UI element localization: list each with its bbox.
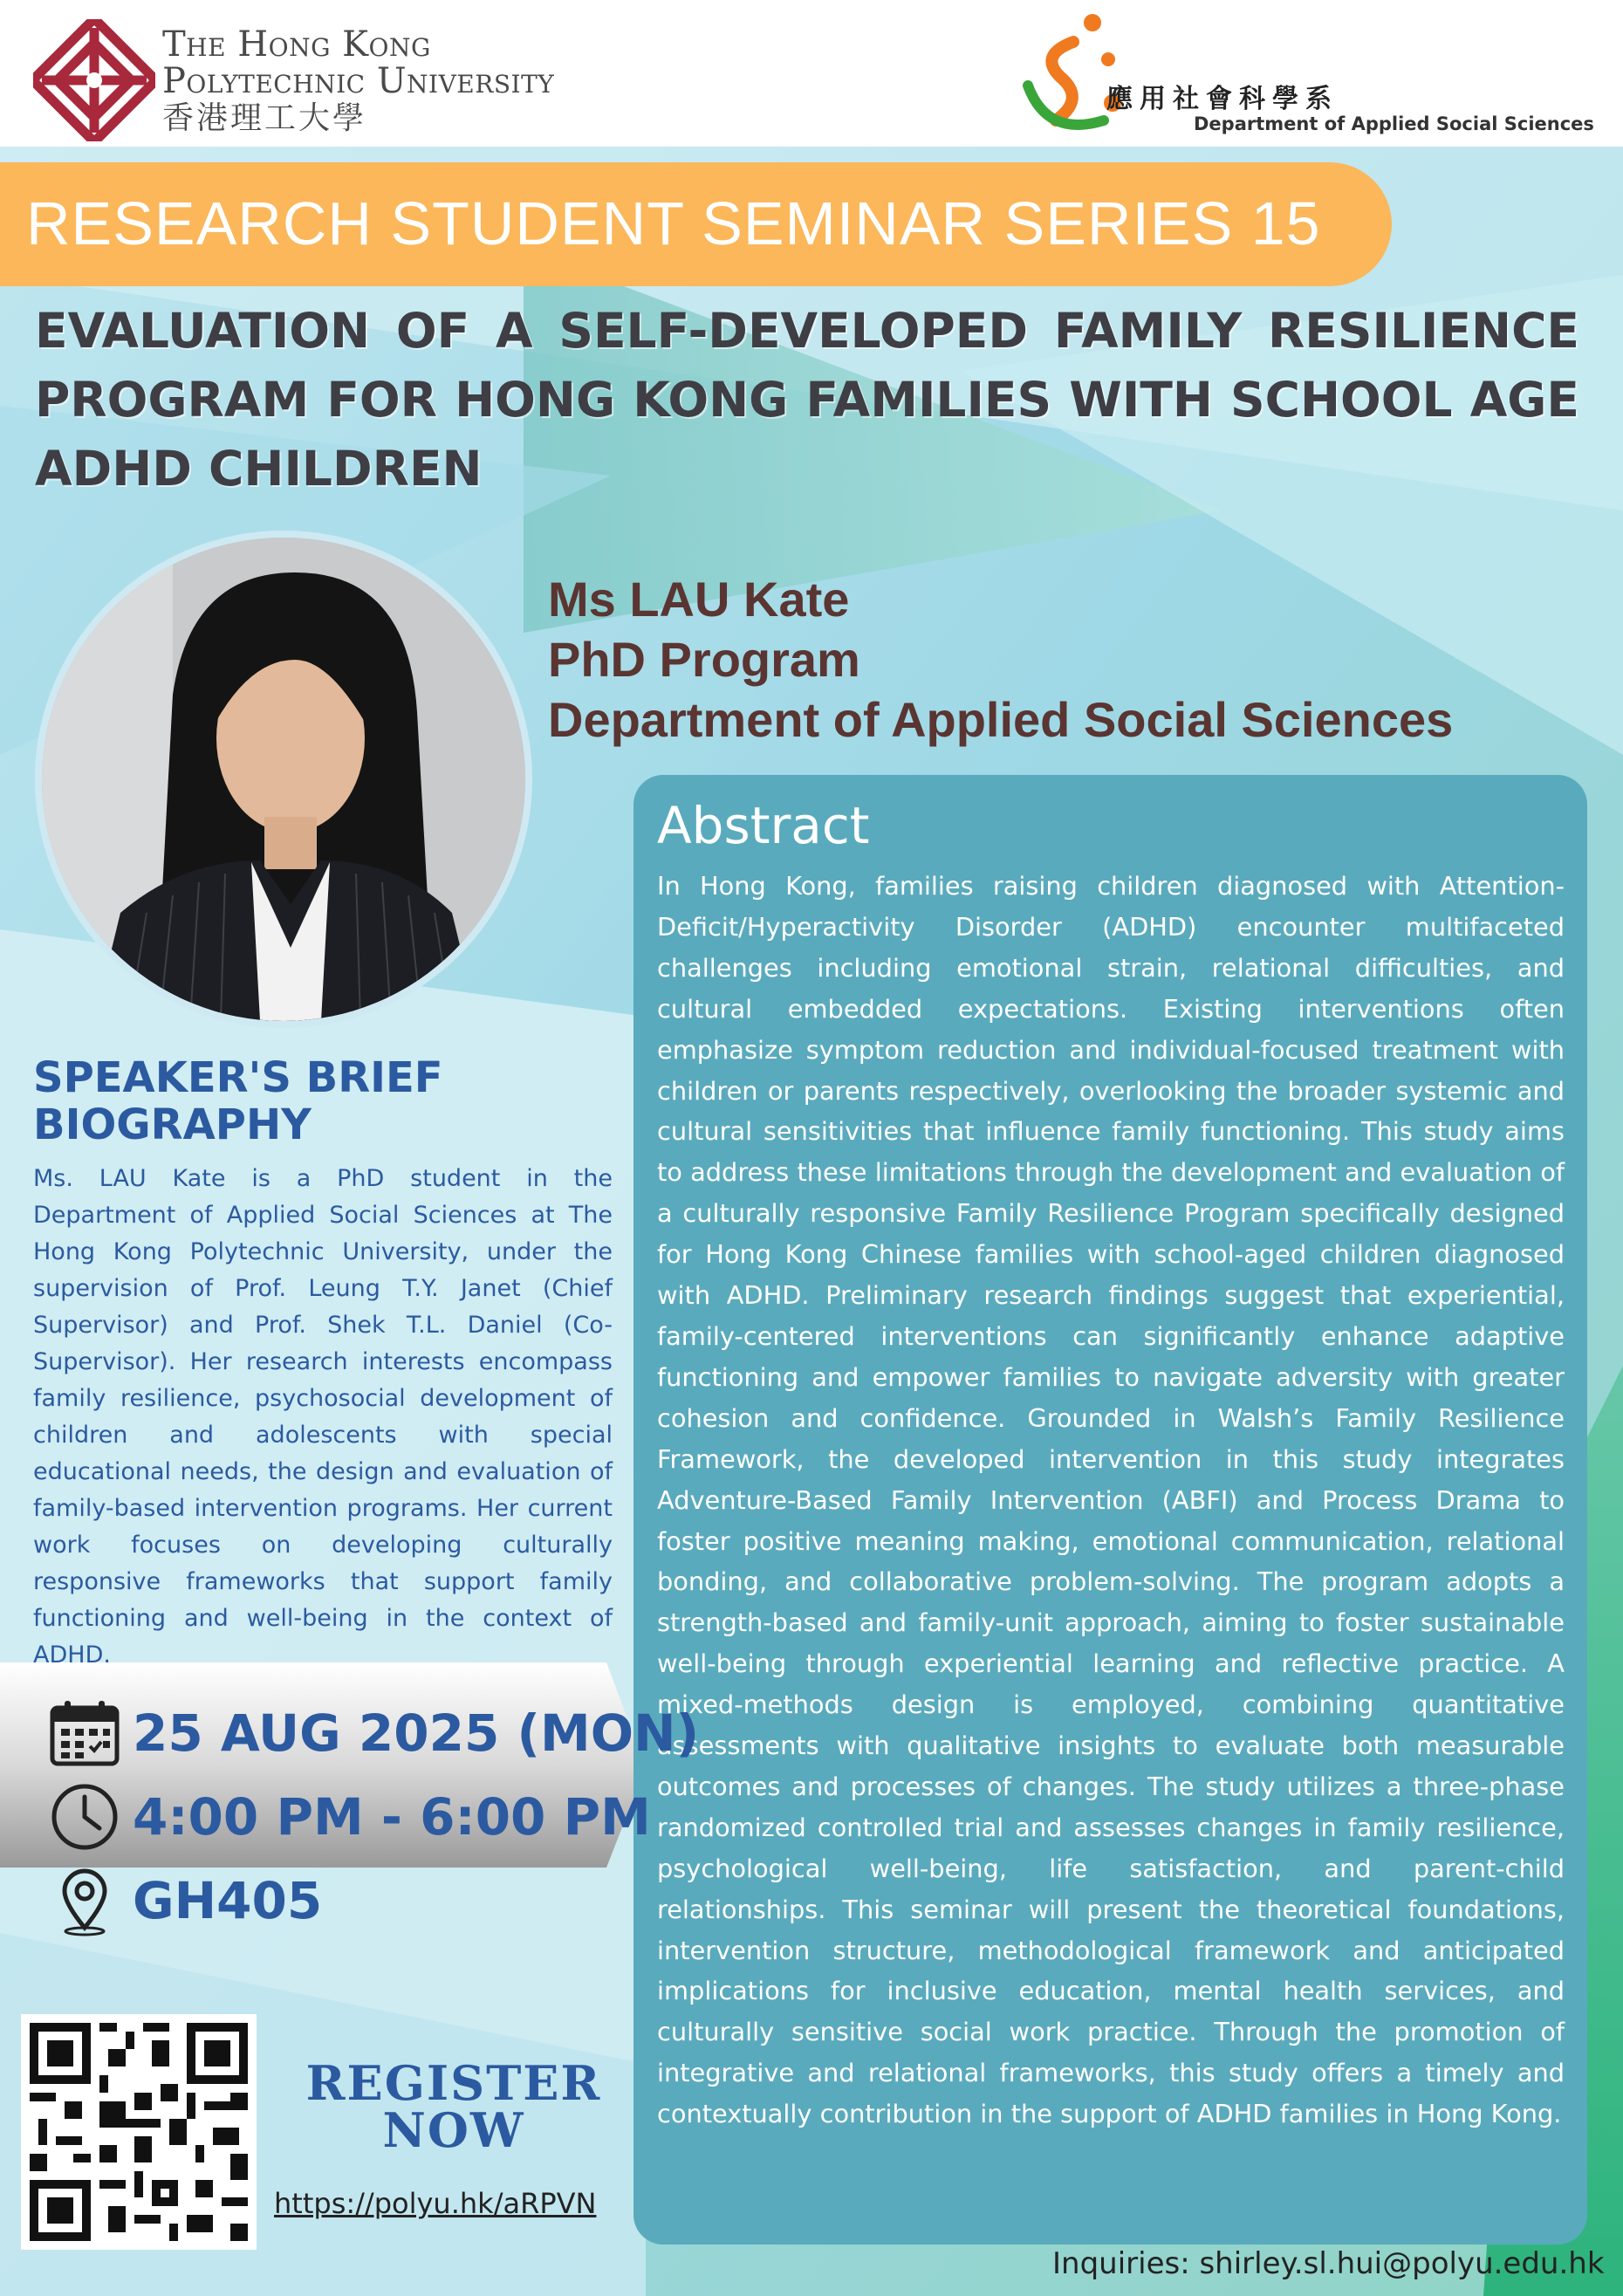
series-banner xyxy=(0,162,1392,286)
seminar-title: EVALUATION OF A SELF-DEVELOPED FAMILY RESILIENCE PROGRAM FOR HONG KONG FAMILIES WITH SCHOOL AGE ADHD CHILDREN xyxy=(35,303,1579,497)
event-time: 4:00 PM - 6:00 PM xyxy=(133,1787,651,1847)
registration-qr-code[interactable] xyxy=(21,2014,257,2250)
abstract-text: In Hong Kong, families raising children diagnosed with Attention-Deficit/Hyperactivity Disorder (ADHD) encounter multifaceted challenges including emotional strain, relational difficulties, and cultural embedded expectations. Existing interventions often emphasize symptom reduction and individual-focused treatment with children or parents respectively, overlooking the broader systemic and cultural sensitivities that influence family functioning. This study aims to address these limitations through the development and evaluation of a culturally responsive Family Resilience Program specifically designed for Hong Kong Chinese families with school-aged children diagnosed with ADHD. Preliminary research findings suggest that experiential, family-centered interventions can significantly enhance adaptive functioning and empower families to navigate adversity with greater cohesion and confidence. Grounded in Walsh’s Family Resilience Framework, the developed intervention in this study integrates Adventure-Based Family Intervention (ABFI) and Process Drama to foster positive meaning making, emotional communication, relational bonding, and collaborative problem-solving. The program adopts a strength-based and family-unit approach, aiming to foster sustainable well-being through experiential learning and reflective practice. A mixed-methods design is employed, combining quantitative assessments with qualitative insights to evaluate both measurable outcomes and processes of changes. The study utilizes a three-phase randomized controlled trial and assesses changes in family resilience, psychological well-being, life satisfaction, and parent-child relationships. This seminar will present the theoretical foundations, intervention structure, methodological framework and anticipated implications for inclusive education, mental health services, and culturally sensitive social work practice. Through the promotion of integrative and relational frameworks, this study offers a timely and contextually contribution in the support of ADHD families in Hong Kong. xyxy=(657,871,1565,2129)
department-name-en: Department of Applied Social Sciences xyxy=(1194,113,1594,134)
event-details xyxy=(0,1662,700,1972)
university-name-cn: 香港理工大學 xyxy=(162,100,367,136)
series-title: RESEARCH STUDENT SEMINAR SERIES 15 xyxy=(26,189,1321,257)
speaker-program: PhD Program xyxy=(548,632,860,687)
header xyxy=(0,0,1623,147)
university-name-line2: Polytechnic University xyxy=(162,61,555,101)
calendar-icon xyxy=(49,1697,120,1769)
speaker-department: Department of Applied Social Sciences xyxy=(548,692,1454,747)
speaker-photo xyxy=(35,531,532,1028)
biography-text: Ms. LAU Kate is a PhD student in the Department of Applied Social Sciences at The Hong Kong Polytechnic University, under the supervision of Prof. Leung T.Y. Janet (Chief Supervisor) and Prof. Shek T.L. Daniel (Co-Supervisor). Her research interests encompass family resilience, psychosocial development of children and adolescents with special educational needs, the design and evaluation of family-based intervention programs. Her current work focuses on developing culturally responsive frameworks that support family functioning and well-being in the context of ADHD. xyxy=(33,1165,613,1669)
clock-icon xyxy=(49,1781,120,1853)
biography-heading: SPEAKER'S BRIEF BIOGRAPHY xyxy=(33,1053,443,1149)
register-now-label[interactable] xyxy=(279,2055,628,2158)
speaker-info xyxy=(548,569,1453,750)
register-label-line2: NOW xyxy=(382,2102,525,2158)
speaker-name: Ms LAU Kate xyxy=(548,572,850,627)
inquiries-contact: Inquiries: shirley.sl.hui@polyu.edu.hk xyxy=(1052,2246,1605,2281)
register-label-line1: REGISTER xyxy=(305,2055,602,2111)
event-venue: GH405 xyxy=(133,1871,323,1930)
polyu-logo xyxy=(33,19,155,141)
registration-link[interactable]: https://polyu.hk/aRPVN xyxy=(274,2187,597,2220)
abstract-heading: Abstract xyxy=(657,796,870,855)
location-pin-icon xyxy=(49,1865,120,1936)
department-name-cn: 應用社會科學系 xyxy=(1106,84,1339,114)
event-date: 25 AUG 2025 (MON) xyxy=(133,1703,700,1763)
university-name-line1: The Hong Kong xyxy=(162,24,431,65)
